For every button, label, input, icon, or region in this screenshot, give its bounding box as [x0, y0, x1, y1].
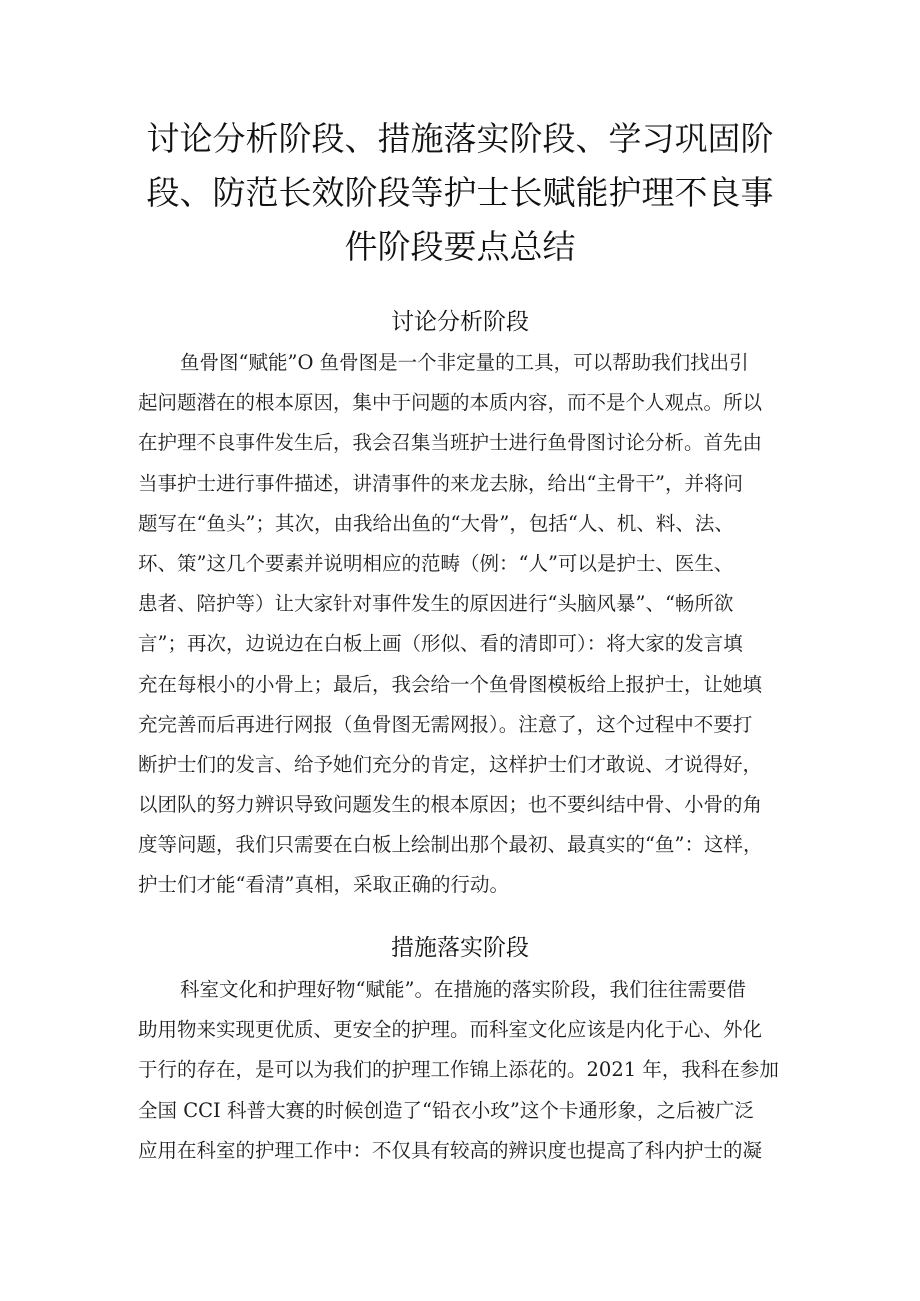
paragraph-line: 应用在科室的护理工作中：不仅具有较高的辨识度也提高了科内护士的凝: [138, 1138, 763, 1162]
paragraph-line: 在护理不良事件发生后，我会召集当班护士进行鱼骨图讨论分析。首先由: [138, 431, 763, 455]
paragraph-line: 助用物来实现更优质、更安全的护理。而科室文化应该是内化于心、外化: [138, 1018, 763, 1042]
section-body-implementation: [138, 970, 798, 1171]
paragraph-line: 断护士们的发言、给予她们充分的肯定，这样护士们才敢说、才说得好，: [138, 752, 763, 776]
paragraph-line: 充完善而后再进行网报（鱼骨图无需网报）。注意了，这个过程中不要打: [138, 712, 753, 736]
paragraph-line: 护士们才能“看清”真相，采取正确的行动。: [138, 873, 509, 897]
paragraph-line: 科室文化和护理好物“赋能”。在措施的落实阶段，我们往往需要借: [180, 978, 746, 1001]
paragraph-line: 当事护士进行事件描述，讲清事件的来龙去脉，给出“主骨干”，并将问: [138, 471, 743, 495]
section-body-discussion: [138, 343, 798, 906]
paragraph-line: 充在每根小的小骨上；最后，我会给一个鱼骨图模板给上报护士，让她填: [138, 672, 763, 696]
section-heading-implementation: 措施落实阶段: [391, 935, 529, 961]
paragraph-line: 起问题潜在的根本原因，集中于问题的本质内容，而不是个人观点。所以: [138, 391, 763, 415]
paragraph-line: 度等问题，我们只需要在白板上绘制出那个最初、最真实的“鱼”：这样，: [138, 833, 763, 857]
paragraph-line: 题写在“鱼头”；其次，由我给出鱼的“大骨”，包括“人、机、料、法、: [138, 511, 734, 535]
paragraph-line: 言”；再次，边说边在白板上画（形似、看的清即可）：将大家的发言填: [138, 632, 743, 656]
section-heading-discussion: 讨论分析阶段: [391, 309, 529, 335]
document-title-line: 讨论分析阶段、措施落实阶段、学习巩固阶: [146, 119, 774, 158]
paragraph-line: 全国 CCI 科普大赛的时候创造了“铅衣小玫”这个卡通形象，之后被广泛: [138, 1098, 754, 1122]
paragraph-line: 环、策”这几个要素并说明相应的范畴（例：“人”可以是护士、医生、: [138, 551, 734, 575]
document-title-line: 段、防范长效阶段等护士长赋能护理不良事: [146, 173, 774, 212]
document-title: [140, 112, 780, 274]
paragraph-line: 鱼骨图“赋能”O 鱼骨图是一个非定量的工具，可以帮助我们找出引: [180, 351, 749, 374]
paragraph-line: 于行的存在，是可以为我们的护理工作锦上添花的。2021 年，我科在参加: [138, 1058, 779, 1082]
document-title-line: 件阶段要点总结: [344, 227, 576, 266]
paragraph-line: 患者、陪护等）让大家针对事件发生的原因进行“头脑风暴”、“畅所欲: [138, 592, 734, 616]
paragraph-line: 以团队的努力辨识导致问题发生的根本原因；也不要纠结中骨、小骨的角: [138, 793, 763, 817]
